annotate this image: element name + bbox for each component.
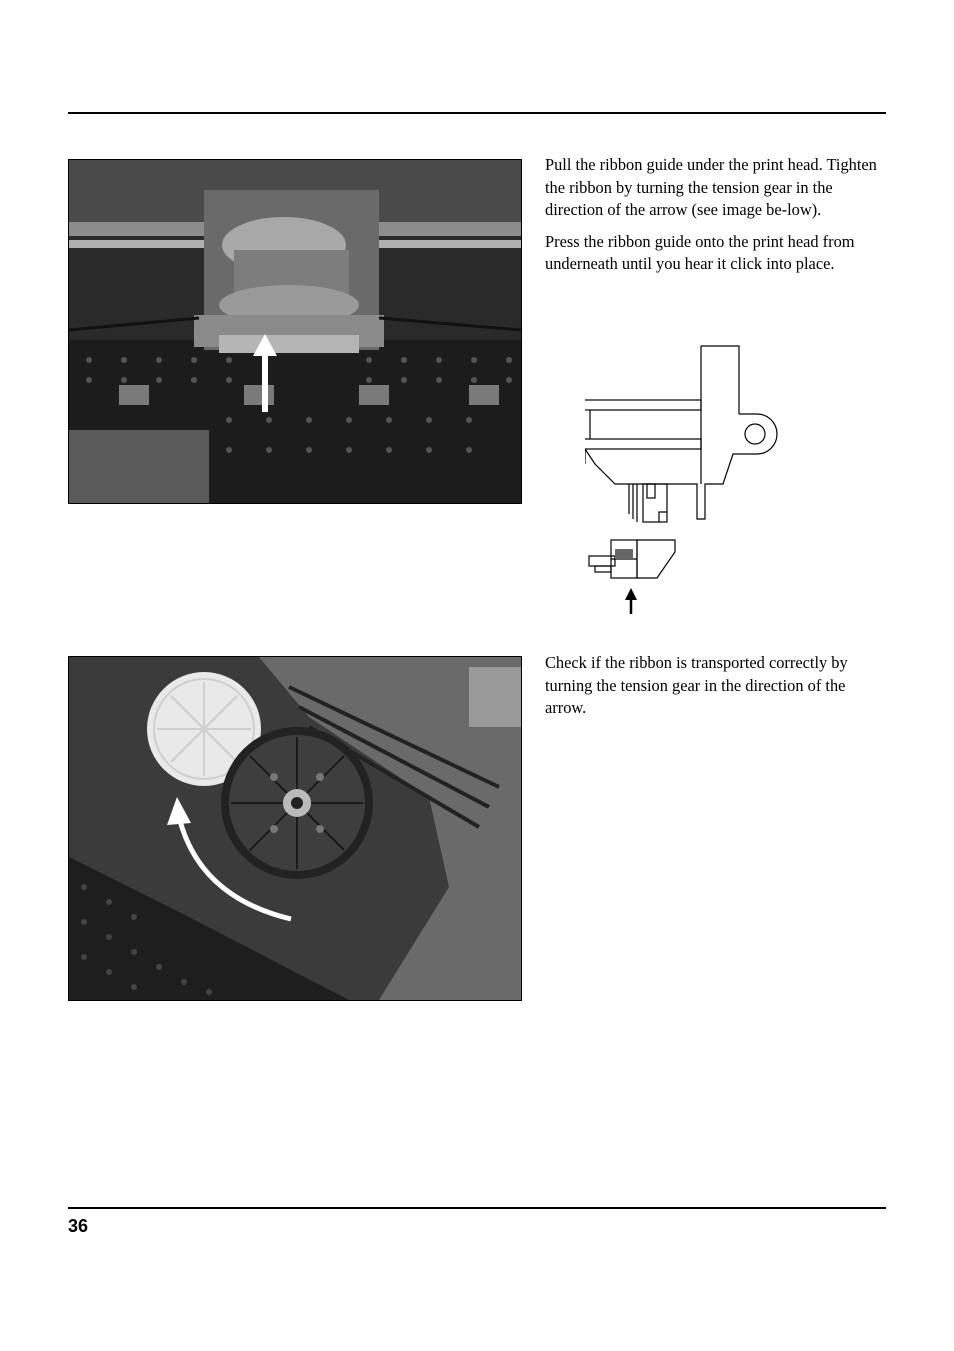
instruction-paragraph-2: Press the ribbon guide onto the print head from underneath until you hear it click into place.	[545, 231, 855, 274]
header-rule	[68, 112, 886, 114]
footer-rule	[68, 1207, 886, 1209]
tension-gear-photo	[68, 656, 522, 1001]
page-number: 36	[68, 1216, 89, 1236]
instruction-paragraph-3: Check if the ribbon is transported correctly by turning the tension gear in the direction of the arrow.	[545, 653, 848, 718]
ribbon-guide-diagram	[585, 344, 785, 624]
instruction-paragraph-1: Pull the ribbon guide under the print head. Tighten the ribbon by turning the tension gear in the direction of the arrow (see image be-low).	[545, 155, 877, 220]
print-head-photo	[68, 159, 522, 504]
